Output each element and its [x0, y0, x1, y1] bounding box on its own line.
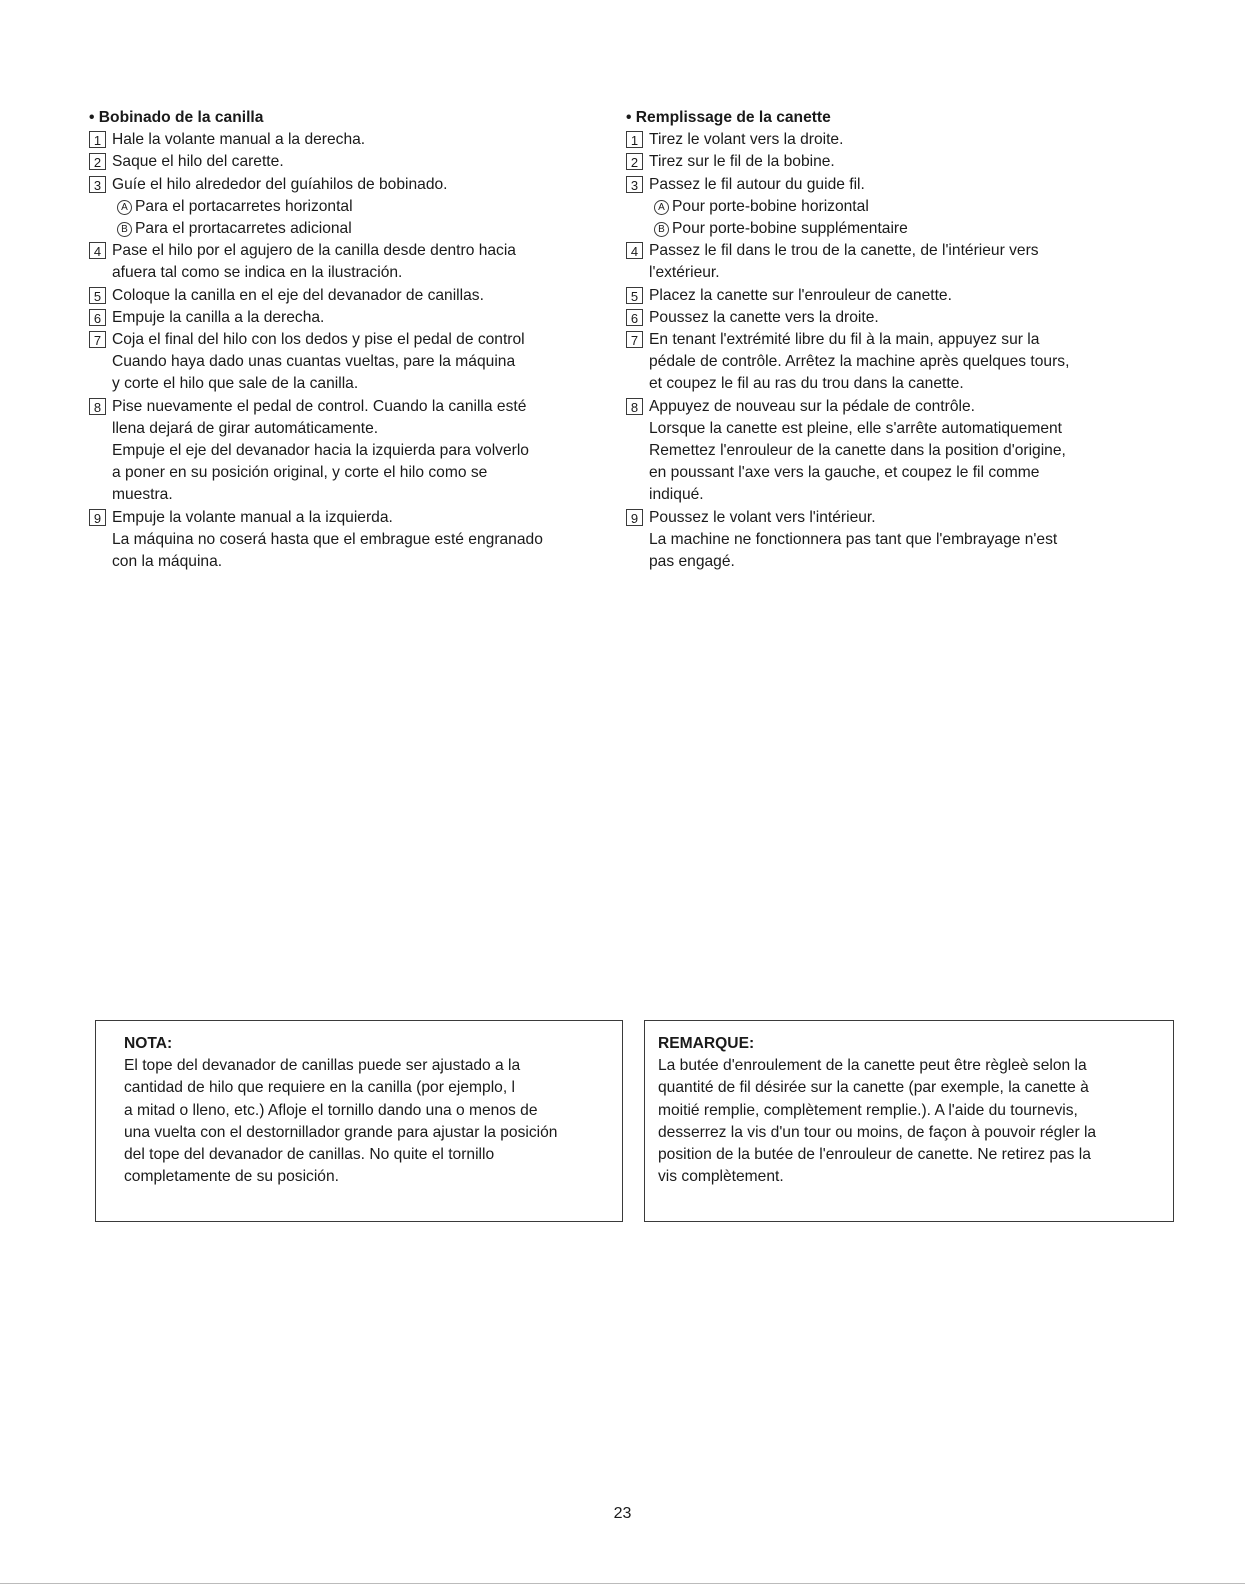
step-text: Passez le fil dans le trou de la canette, de l'intérieur vers: [649, 242, 1039, 260]
substep-b: [626, 218, 1156, 240]
step-8: [89, 396, 624, 507]
circle-b-icon: B: [117, 222, 132, 237]
section-heading: • Remplissage de la canette: [626, 109, 831, 126]
note-text: del tope del devanador de canillas. No quite el tornillo: [124, 1146, 495, 1164]
note-text: desserrez la vis d'un tour ou moins, de façon à pouvoir régler la: [658, 1123, 1097, 1141]
substep-text: Pour porte-bobine supplémentaire: [672, 220, 908, 238]
circle-b-icon: B: [654, 222, 669, 237]
step-text: Placez la canette sur l'enrouleur de canette.: [649, 286, 952, 304]
step-number: 3: [626, 176, 643, 193]
step-6: [89, 307, 624, 329]
step-1: [626, 129, 1156, 151]
step-text: Tirez sur le fil de la bobine.: [649, 153, 835, 171]
step-number: 1: [626, 131, 643, 148]
step-text: Hale la volante manual a la derecha.: [112, 131, 366, 149]
step-5: [89, 285, 624, 307]
step-text: Empuje la volante manual a la izquierda.: [112, 508, 393, 526]
step-text: en poussant l'axe vers la gauche, et coupez le fil comme: [649, 464, 1040, 482]
step-number: 9: [89, 509, 106, 526]
circle-a-icon: A: [654, 200, 669, 215]
step-text: y corte el hilo que sale de la canilla.: [112, 375, 359, 393]
step-text: Cuando haya dado unas cuantas vueltas, pare la máquina: [112, 353, 516, 371]
step-number: 6: [626, 309, 643, 326]
note-text: El tope del devanador de canillas puede ser ajustado a la: [124, 1057, 521, 1075]
step-number: 5: [626, 287, 643, 304]
step-text: Empuje el eje del devanador hacia la izquierda para volverlo: [112, 442, 529, 460]
step-text: muestra.: [112, 486, 173, 504]
step-5: [626, 285, 1156, 307]
substep-b: [89, 218, 624, 240]
step-text: afuera tal como se indica en la ilustración.: [112, 264, 403, 282]
step-text: Saque el hilo del carette.: [112, 153, 284, 171]
note-text: cantidad de hilo que requiere en la canilla (por ejemplo, l: [124, 1079, 515, 1097]
note-text: una vuelta con el destornillador grande para ajustar la posición: [124, 1123, 558, 1141]
page-number: 23: [613, 1505, 632, 1522]
step-text: a poner en su posición original, y corte el hilo como se: [112, 464, 488, 482]
step-text: l'extérieur.: [649, 264, 720, 282]
step-text: con la máquina.: [112, 553, 223, 571]
step-number: 4: [89, 242, 106, 259]
note-text: vis complètement.: [658, 1168, 784, 1186]
step-text: llena dejará de girar automáticamente.: [112, 419, 379, 437]
substep-text: Para el prortacarretes adicional: [135, 220, 352, 238]
step-7: [89, 329, 624, 396]
step-text: Tirez le volant vers la droite.: [649, 131, 844, 149]
step-text: pédale de contrôle. Arrêtez la machine après quelques tours,: [649, 353, 1070, 371]
note-text: moitié remplie, complètement remplie.). A l'aide du tournevis,: [658, 1101, 1078, 1119]
step-number: 7: [626, 331, 643, 348]
step-text: Poussez la canette vers la droite.: [649, 308, 879, 326]
bottom-divider: [0, 1583, 1245, 1584]
step-number: 8: [626, 398, 643, 415]
step-3: [626, 174, 1156, 196]
note-text: La butée d'enroulement de la canette peut être règleè selon la: [658, 1057, 1087, 1075]
step-text: Coja el final del hilo con los dedos y pise el pedal de control: [112, 331, 525, 349]
step-text: Pase el hilo por el agujero de la canilla desde dentro hacia: [112, 242, 516, 260]
step-number: 9: [626, 509, 643, 526]
step-number: 5: [89, 287, 106, 304]
step-4: [89, 240, 624, 284]
step-text: Passez le fil autour du guide fil.: [649, 175, 865, 193]
step-text: La máquina no coserá hasta que el embrague esté engranado: [112, 530, 543, 548]
step-number: 2: [89, 153, 106, 170]
step-2: [626, 151, 1156, 173]
step-number: 7: [89, 331, 106, 348]
step-text: En tenant l'extrémité libre du fil à la main, appuyez sur la: [649, 331, 1040, 349]
step-number: 2: [626, 153, 643, 170]
note-title: REMARQUE:: [658, 1035, 755, 1052]
french-instructions: [626, 107, 1156, 573]
step-text: Empuje la canilla a la derecha.: [112, 308, 325, 326]
step-6: [626, 307, 1156, 329]
note-text: quantité de fil désirée sur la canette (par exemple, la canette à: [658, 1079, 1089, 1097]
step-number: 8: [89, 398, 106, 415]
substep-text: Para el portacarretes horizontal: [135, 197, 353, 215]
note-title: NOTA:: [124, 1035, 173, 1052]
step-8: [626, 396, 1156, 507]
note-box-french: [644, 1020, 1174, 1222]
step-text: Guíe el hilo alrededor del guíahilos de bobinado.: [112, 175, 448, 193]
step-text: pas engagé.: [649, 553, 735, 571]
step-9: [626, 507, 1156, 574]
step-number: 4: [626, 242, 643, 259]
step-text: Poussez le volant vers l'intérieur.: [649, 508, 876, 526]
step-number: 1: [89, 131, 106, 148]
step-9: [89, 507, 624, 574]
step-1: [89, 129, 624, 151]
step-number: 3: [89, 176, 106, 193]
step-3: [89, 174, 624, 196]
step-text: et coupez le fil au ras du trou dans la canette.: [649, 375, 964, 393]
spanish-instructions: [89, 107, 624, 573]
note-box-spanish: [95, 1020, 623, 1222]
step-text: Remettez l'enrouleur de la canette dans la position d'origine,: [649, 442, 1066, 460]
substep-text: Pour porte-bobine horizontal: [672, 197, 869, 215]
note-text: position de la butée de l'enrouleur de canette. Ne retirez pas la: [658, 1146, 1091, 1164]
step-text: Pise nuevamente el pedal de control. Cuando la canilla esté: [112, 397, 527, 415]
step-text: Lorsque la canette est pleine, elle s'arrête automatiquement: [649, 419, 1062, 437]
step-text: La machine ne fonctionnera pas tant que l'embrayage n'est: [649, 530, 1058, 548]
step-text: Coloque la canilla en el eje del devanador de canillas.: [112, 286, 484, 304]
step-7: [626, 329, 1156, 396]
substep-a: [89, 196, 624, 218]
note-text: completamente de su posición.: [124, 1168, 339, 1186]
step-number: 6: [89, 309, 106, 326]
substep-a: [626, 196, 1156, 218]
circle-a-icon: A: [117, 200, 132, 215]
step-text: Appuyez de nouveau sur la pédale de contrôle.: [649, 397, 975, 415]
note-text: a mitad o lleno, etc.) Afloje el tornillo dando una o menos de: [124, 1101, 538, 1119]
step-2: [89, 151, 624, 173]
section-heading: • Bobinado de la canilla: [89, 109, 264, 126]
step-text: indiqué.: [649, 486, 704, 504]
step-4: [626, 240, 1156, 284]
